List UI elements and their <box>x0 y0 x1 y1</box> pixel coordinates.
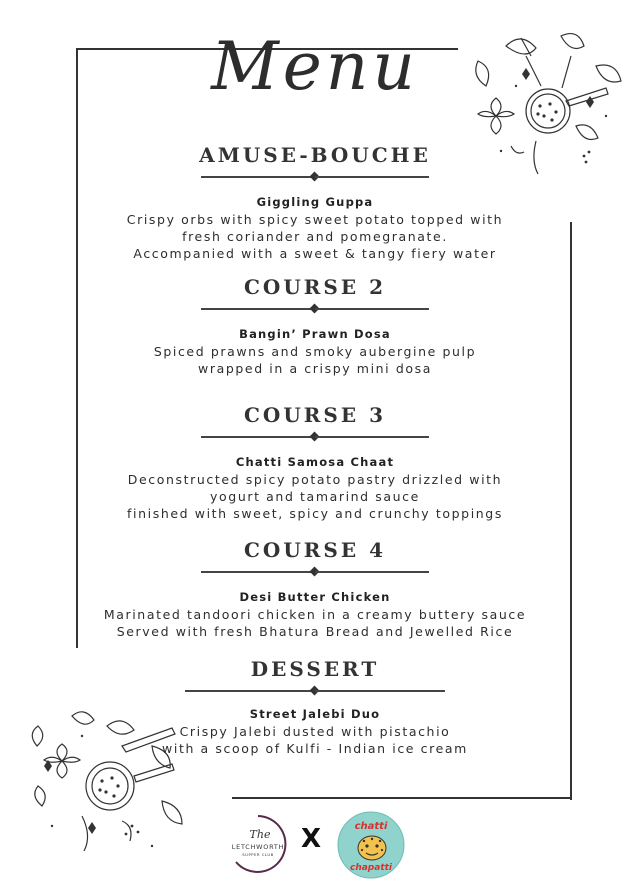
section-amuse-bouche <box>60 142 570 262</box>
dish-description-line: Served with fresh Bhatura Bread and Jewelled Rice <box>116 624 514 639</box>
section-divider <box>201 172 429 182</box>
section-heading: COURSE 4 <box>244 538 386 562</box>
section-heading: AMUSE-BOUCHE <box>199 143 431 167</box>
dish-name: Giggling Guppa <box>256 195 374 209</box>
dish-description-line: Spiced prawns and smoky aubergine pulp <box>153 344 477 359</box>
letchworth-name-text: LETCHWORTH <box>231 843 285 851</box>
chatti-bottom-text: chapatti <box>349 863 393 873</box>
dish-description-line: wrapped in a crispy mini dosa <box>198 361 432 376</box>
dish-description-line: fresh coriander and pomegranate. <box>182 229 448 244</box>
collaboration-x: X <box>301 824 322 854</box>
letchworth-sub-text: SUPPER CLUB <box>242 852 274 857</box>
section-divider <box>201 432 429 442</box>
dish-description-line: Accompanied with a sweet & tangy fiery water <box>133 246 497 261</box>
dish-description-line: Crispy orbs with spicy sweet potato topped with <box>126 212 504 227</box>
letchworth-the-text: The <box>249 828 271 841</box>
letchworth-supper-club-logo <box>226 812 290 876</box>
footer-logos <box>0 810 630 880</box>
dish-description-line: Deconstructed spicy potato pastry drizzled with <box>127 472 503 487</box>
dish-name: Chatti Samosa Chaat <box>235 455 395 469</box>
dish-description-line: Marinated tandoori chicken in a creamy buttery sauce <box>103 607 527 622</box>
section-divider <box>185 686 445 696</box>
dish-description-line: yogurt and tamarind sauce <box>210 489 420 504</box>
chatti-chapatti-logo <box>336 810 406 880</box>
section-heading: COURSE 2 <box>244 275 386 299</box>
section-heading: DESSERT <box>250 657 380 681</box>
section-divider <box>201 567 429 577</box>
section-course-4 <box>60 537 570 640</box>
dish-name: Bangin’ Prawn Dosa <box>239 327 391 341</box>
section-course-2 <box>60 274 570 377</box>
frame-bottom-line <box>232 797 572 799</box>
dish-description-line: with a scoop of Kulfi - Indian ice cream <box>162 741 468 756</box>
dish-name: Desi Butter Chicken <box>239 590 391 604</box>
menu-title: Menu <box>211 28 419 105</box>
section-course-3 <box>60 402 570 522</box>
chatti-top-text: chatti <box>354 821 388 832</box>
frame-right-line <box>570 222 572 800</box>
dish-description-line: Crispy Jalebi dusted with pistachio <box>179 724 451 739</box>
dish-description-line: finished with sweet, spicy and crunchy toppings <box>127 506 503 521</box>
section-divider <box>201 304 429 314</box>
section-heading: COURSE 3 <box>244 403 386 427</box>
dish-name: Street Jalebi Duo <box>249 707 381 721</box>
section-dessert <box>60 656 570 757</box>
